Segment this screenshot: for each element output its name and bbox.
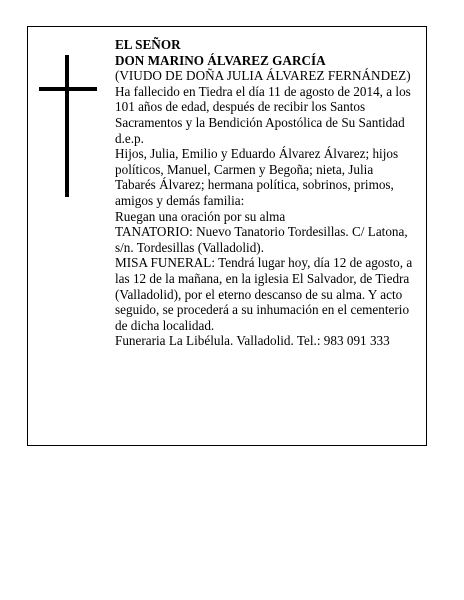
family-paragraph: Hijos, Julia, Emilio y Eduardo Álvarez Álvarez; hijos políticos, Manuel, Carmen y Begoña; nieta, Julia Tabarés Álvarez; hermana política, sobrinos, primos, amigos y demás familia: [115,146,399,208]
cross-horizontal-bar [39,87,97,91]
death-paragraph: Ha fallecido en Tiedra el día 11 de agosto de 2014, a los 101 años de edad, después de recibir los Santos Sacramentos y la Bendición Apostólica de Su Santidad d.e.p. [115,83,411,146]
prayer-request: Ruegan una oración por su alma [115,208,286,224]
funeral-services: Funeraria La Libélula. Valladolid. Tel.: 983 091 333 [115,333,390,349]
title-line-1: EL SEÑOR [115,37,181,52]
obituary-text [115,37,415,349]
widower-subtitle: (VIUDO DE DOÑA JULIA ÁLVAREZ FERNÁNDEZ) [115,68,411,84]
cross-vertical-bar [65,55,69,197]
mass-info: MISA FUNERAL: Tendrá lugar hoy, día 12 de agosto, a las 12 de la mañana, en la iglesia El Salvador, de Tiedra (Valladolid), por el eterno descanso de su alma. Y acto seguido, se procederá a su inhumación en el cementerio de dicha localidad. [115,255,413,333]
deceased-name: DON MARINO ÁLVAREZ GARCÍA [115,52,326,68]
funeral-home-info: TANATORIO: Nuevo Tanatorio Tordesillas. C/ Latona, s/n. Tordesillas (Valladolid). [115,224,408,255]
